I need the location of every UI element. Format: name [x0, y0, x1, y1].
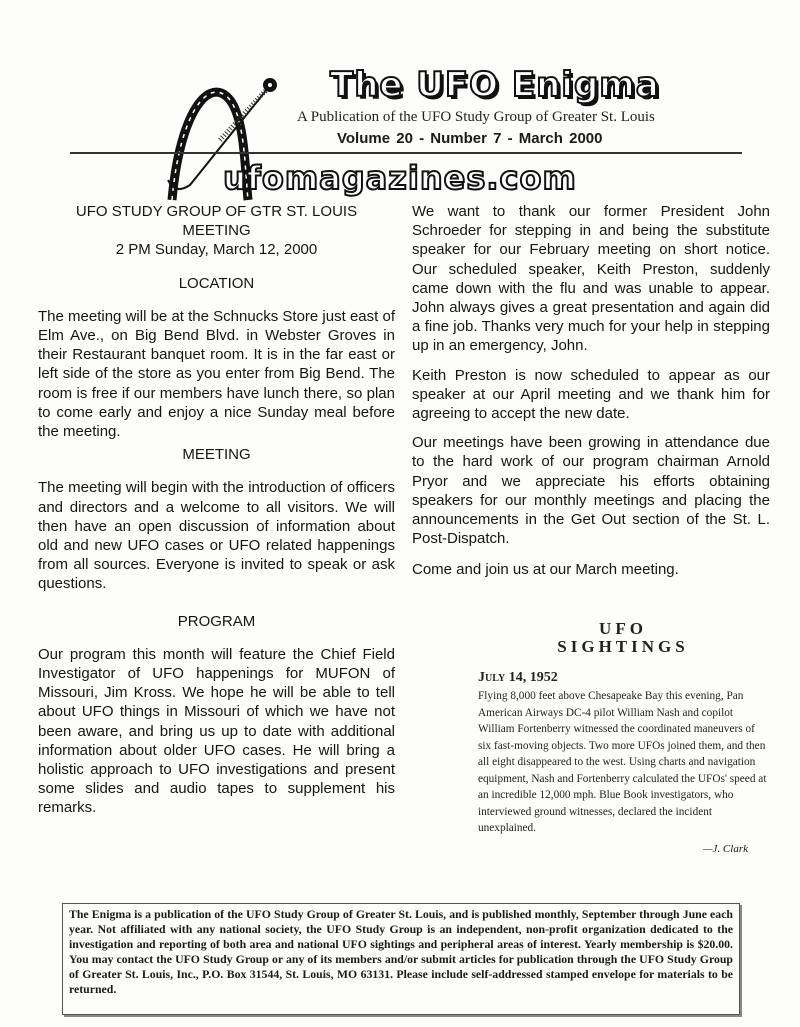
sightings-title-1: UFO — [599, 619, 647, 638]
sighting-date: July 14, 1952 — [478, 670, 558, 685]
join-us-paragraph: Come and join us at our March meeting. — [412, 561, 679, 579]
header-divider — [70, 152, 742, 154]
ufo-sightings-box — [478, 620, 768, 855]
right-column — [412, 202, 770, 580]
sighting-text: Flying 8,000 feet above Chesapeake Bay this evening, Pan American Airways DC-4 pilot William Nash and copilot William Fortenberry witnessed the coordinated maneuvers of six fast-moving objects. Two more UFOs joined them, and then all eight disappeared to the west. Using charts and navigation equipment, Nash and Fortenberry calculated the UFOs' speed at an incredible 12,000 mph. Blue Book investigators, who interviewed ground witnesses, declared the incident unexplained. — [478, 690, 767, 834]
newsletter-subtitle: A Publication of the UFO Study Group of Greater St. Louis — [297, 109, 655, 125]
newsletter-title: The UFO Enigma — [330, 65, 660, 105]
meeting-heading: UFO STUDY GROUP OF GTR ST. LOUIS — [75, 203, 358, 220]
watermark: ufomagazines.com — [223, 159, 577, 197]
meeting-text: The meeting will begin with the introduction of officers and directors and a welcome to all visitors. We will then have an open discussion of information about old and new UFO cases or UFO related happenings from all sources. Everyone is invited to speak or ask questions. — [38, 479, 395, 593]
left-column — [38, 202, 395, 818]
issue-info: Volume 20 - Number 7 - March 2000 — [337, 130, 603, 147]
april-speaker-paragraph: Keith Preston is now scheduled to appear as our speaker at our April meeting and we thank him for agreeing to accept the new date. — [412, 366, 770, 423]
meeting-subheading: MEETING — [182, 222, 251, 240]
program-heading: PROGRAM — [177, 612, 256, 630]
meeting-section-heading: MEETING — [182, 446, 251, 464]
thanks-paragraph: We want to thank our former President John Schroeder for stepping in and being the substitute speaker for our February meeting on short notice. Our scheduled speaker, Keith Preston, suddenly came down with the flu and was unable to appear. John always gives a great presentation and again did a fine job. Thanks very much for your help in stepping up in an emergency, John. — [412, 203, 770, 355]
program-text: Our program this month will feature the Chief Field Investigator of UFO happenings for MUFON of Missouri, Jim Kross. We hope he will be able to tell about UFO things in Missouri of which we have not been aware, and bring us up to date with additional information about older UFO cases. He will bring a holistic approach to UFO investigations and present some slides and audio tapes to supplement his remarks. — [38, 645, 395, 817]
attendance-paragraph: Our meetings have been growing in attendance due to the hard work of our program chairman Arnold Pryor and we appreciate his efforts obtaining speakers for our monthly meetings and placing the announcements in the Get Out section of the St. L. Post-Dispatch. — [412, 434, 770, 548]
location-text: The meeting will be at the Schnucks Store just east of Elm Ave., on Big Bend Blvd. in Webster Groves in their Restaurant banquet room. It is in the far east or left side of the store as you enter from Big Bend. The room is free if our members have lunch there, so plan to come early and enjoy a nice Sunday meal before the meeting. — [38, 307, 395, 441]
publication-info-box: The Enigma is a publication of the UFO Study Group of Greater St. Louis, and is published monthly, September through June each year. Not affiliated with any national society, the UFO Study Group is an independent, non-profit organization dedicated to the investigation and reporting of both area and national UFO sightings and peripheral areas of interest. Yearly membership is $20.00. You may contact the UFO Study Group or any of its members and/or submit articles for publication through the UFO Study Group of Greater St. Louis, Inc., P.O. Box 31544, St. Louis, MO 63131. Please include self-addressed stamped envelope for materials to be returned. — [62, 903, 740, 1015]
sighting-signature: —J. Clark — [702, 842, 748, 855]
meeting-datetime: 2 PM Sunday, March 12, 2000 — [115, 241, 318, 259]
sightings-title-2: SIGHTINGS — [557, 637, 689, 656]
location-heading: LOCATION — [178, 274, 255, 292]
